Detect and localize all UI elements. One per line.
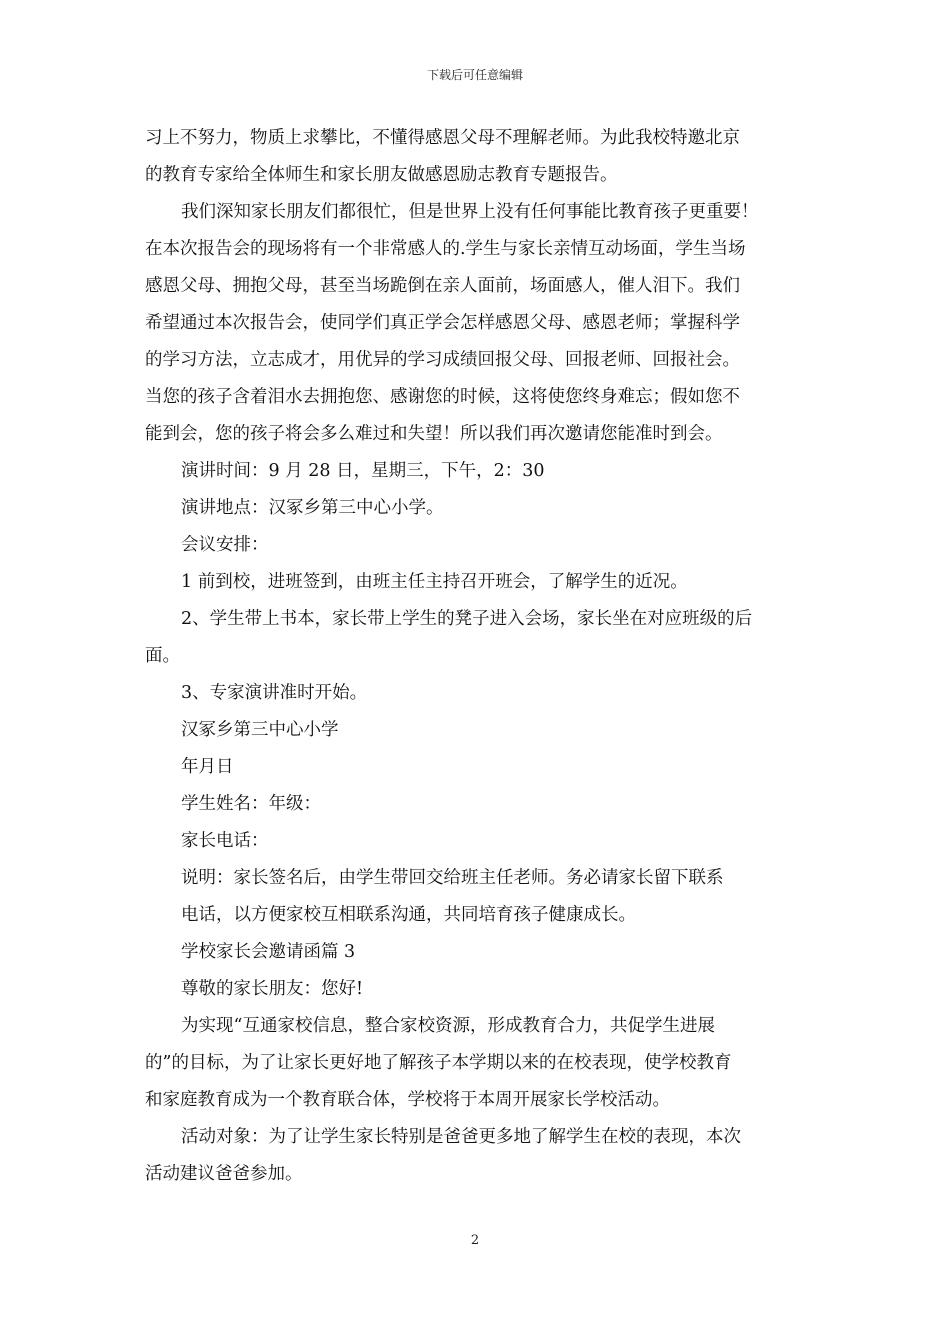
document-body bbox=[145, 120, 815, 1193]
text-line: 在本次报告会的现场将有一个非常感人的.学生与家长亲情互动场面，学生当场 bbox=[145, 239, 746, 259]
text-line: 当您的孩子含着泪水去拥抱您、感谢您的时候，这将使您终身难忘；假如您不 bbox=[145, 387, 740, 407]
text-line: 电话，以方便家校互相联系沟通，共同培育孩子健康成长。 bbox=[181, 905, 636, 925]
page-header: 下载后可任意编辑 bbox=[426, 68, 523, 82]
text-line: 学校家长会邀请函篇 3 bbox=[181, 942, 356, 962]
text-line: 感恩父母、拥抱父母，甚至当场跪倒在亲人面前，场面感人，催人泪下。我们 bbox=[145, 276, 740, 296]
page-number: 2 bbox=[470, 1233, 480, 1248]
text-line: 能到会，您的孩子将会多么难过和失望！所以我们再次邀请您能准时到会。 bbox=[145, 424, 723, 444]
text-line: 会议安排： bbox=[181, 535, 269, 555]
text-line: 3、专家演讲准时开始。 bbox=[181, 683, 368, 703]
text-line: 和家庭教育成为一个教育联合体，学校将于本周开展家长学校活动。 bbox=[145, 1090, 670, 1110]
text-line: 汉冢乡第三中心小学 bbox=[181, 720, 339, 740]
text-line: 演讲时间：9 月 28 日，星期三，下午，2：30 bbox=[181, 461, 545, 481]
text-line: 活动建议爸爸参加。 bbox=[145, 1164, 303, 1184]
text-line: 尊敬的家长朋友：您好! bbox=[181, 979, 364, 999]
text-line: 说明：家长签名后，由学生带回交给班主任老师。务必请家长留下联系 bbox=[181, 868, 724, 888]
text-line: 我们深知家长朋友们都很忙，但是世界上没有任何事能比教育孩子更重要！ bbox=[181, 202, 759, 222]
text-line: 的教育专家给全体师生和家长朋友做感恩励志教育专题报告。 bbox=[145, 165, 618, 185]
text-line: 面。 bbox=[145, 646, 180, 666]
text-line: 的”的目标，为了让家长更好地了解孩子本学期以来的在校表现，使学校教育 bbox=[145, 1053, 732, 1073]
text-line: 家长电话： bbox=[181, 831, 269, 851]
text-line: 学生姓名：年级： bbox=[181, 794, 321, 814]
text-line: 活动对象：为了让学生家长特别是爸爸更多地了解学生在校的表现，本次 bbox=[181, 1127, 741, 1147]
text-line: 演讲地点：汉冢乡第三中心小学。 bbox=[181, 498, 444, 518]
text-line: 1 前到校，进班签到，由班主任主持召开班会，了解学生的近况。 bbox=[181, 572, 688, 592]
text-line: 年月日 bbox=[181, 757, 234, 777]
text-line: 希望通过本次报告会，使同学们真正学会怎样感恩父母、感恩老师；掌握科学 bbox=[145, 313, 740, 333]
text-line: 为实现“互通家校信息，整合家校资源，形成教育合力，共促学生进展 bbox=[181, 1016, 715, 1036]
text-line: 2、学生带上书本，家长带上学生的凳子进入会场，家长坐在对应班级的后 bbox=[181, 609, 753, 629]
text-line: 的学习方法，立志成才，用优异的学习成绩回报父母、回报老师、回报社会。 bbox=[145, 350, 740, 370]
text-line: 习上不努力，物质上求攀比，不懂得感恩父母不理解老师。为此我校特邀北京 bbox=[145, 128, 740, 148]
